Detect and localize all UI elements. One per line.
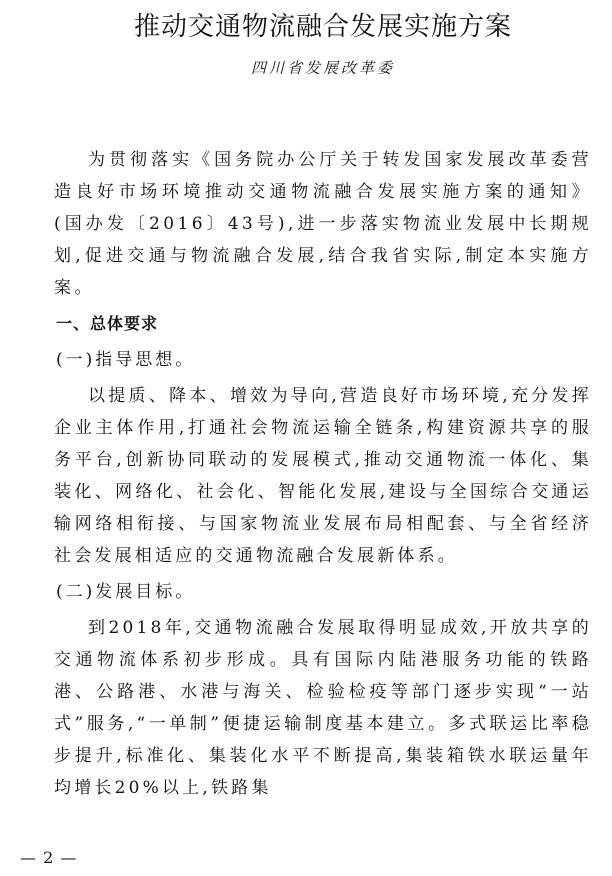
- subsection-heading-development-goals: (二)发展目标。: [56, 582, 196, 602]
- guiding-ideology-paragraph: 以提质、降本、增效为导向,营造良好市场环境,充分发挥企业主体作用,打通社会物流运输全链条,构建资源共享的服务平台,创新协同联动的发展模式,推动交通物流一体化、集装化、网络化、社会化、智能化发展,建设与全国综合交通运输网络相衔接、与国家物流业发展布局相配套、与全省经济社会发展相适应的交通物流融合发展新体系。: [54, 386, 592, 566]
- document-title: 推动交通物流融合发展实施方案: [133, 12, 512, 42]
- document-body: [54, 144, 592, 804]
- document-author: 四川省发展改革委: [250, 59, 395, 77]
- development-goals-paragraph: 到2018年,交通物流融合发展取得明显成效,开放共享的交通物流体系初步形成。具有国际内陆港服务功能的铁路港、公路港、水港与海关、检验检疫等部门逐步实现“一站式”服务,“一单制”便捷运输制度基本建立。多式联运比率稳步提升,标准化、集装化水平不断提高,集装箱铁水联运量年均增长20%以上,铁路集: [54, 618, 592, 798]
- section-heading-overall-requirements: 一、总体要求: [56, 314, 159, 333]
- subsection-heading-guiding-ideology: (一)指导思想。: [56, 350, 196, 370]
- page-number: — 2 —: [20, 848, 78, 867]
- intro-paragraph: 为贯彻落实《国务院办公厅关于转发国家发展改革委营造良好市场环境推动交通物流融合发展实施方案的通知》(国办发〔2016〕43号),进一步落实物流业发展中长期规划,促进交通与物流融合发展,结合我省实际,制定本实施方案。: [54, 150, 592, 298]
